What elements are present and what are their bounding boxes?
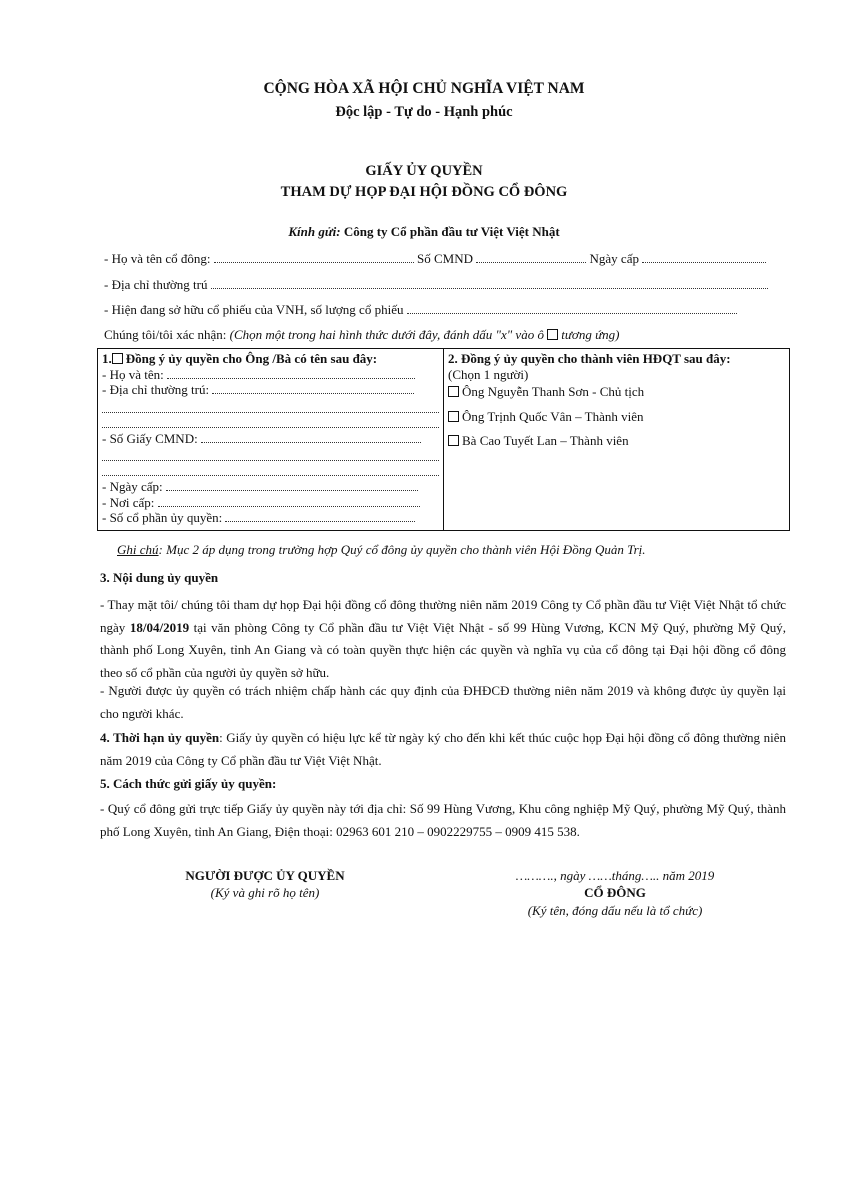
recipient-line (0, 224, 848, 240)
section-3-text-a: - Thay mặt tôi/ chúng tôi tham dự họp Đại hội đồng cổ đông thường niên năm 2019 Công ty Cổ phần đầu tư Việt Việt Nhật tổ chức ngày (100, 597, 786, 635)
proxy-signature-note: (Ký và ghi rõ họ tên) (210, 885, 320, 900)
proxy-id-label: - Số Giấy CMND: (102, 430, 198, 446)
section-3-text-b: tại văn phòng Công ty Cổ phần đầu tư Việt Việt Nhật - số 99 Hùng Vương, KCN Mỹ Quý, phường Mỹ Quý, thành phố Long Xuyên, tỉnh An Giang và có toàn quyền thực hiện các quyền và nghĩa vụ của cổ đông tại Đại hội đồng cổ đông theo số cổ phần của người ủy quyền sở hữu. (100, 619, 787, 680)
proxy-signature-title: NGƯỜI ĐƯỢC ỦY QUYỀN (185, 868, 345, 883)
option-1-checkbox[interactable] (112, 353, 123, 364)
address-field[interactable] (211, 277, 768, 289)
recipient-value: Công ty Cổ phần đầu tư Việt Việt Nhật (343, 224, 560, 239)
option-1-cell (98, 349, 444, 531)
shares-field[interactable] (407, 302, 737, 314)
checkbox-icon (547, 329, 558, 340)
proxy-shares-label: - Số cổ phần ủy quyền: (102, 510, 223, 525)
shareholder-signature-note: (Ký tên, đóng dấu nếu là tổ chức) (527, 903, 703, 918)
option-2-cell (444, 349, 790, 531)
shareholder-name-field[interactable] (214, 251, 414, 263)
option-1-label: Đồng ý ủy quyền cho Ông /Bà có tên sau đây: (125, 351, 378, 366)
confirm-note-b: tương ứng) (561, 327, 620, 342)
confirm-note-a: (Chọn một trong hai hình thức dưới đây, đánh dấu "x" vào ô (229, 327, 544, 342)
shareholder-signature-title: CỔ ĐÔNG (584, 885, 646, 900)
section-3-paragraph-1 (100, 594, 786, 684)
board-member-option[interactable] (448, 384, 785, 400)
proxy-id-field[interactable] (201, 431, 421, 443)
date-line: ………., ngày ……tháng….. năm 2019 (515, 868, 715, 883)
board-member-label: Ông Trịnh Quốc Vân – Thành viên (462, 408, 644, 424)
id-number-field[interactable] (476, 251, 586, 263)
document-subtitle: THAM DỰ HỌP ĐẠI HỘI ĐỒNG CỔ ĐÔNG (280, 184, 568, 200)
note-line (117, 542, 646, 558)
option-2-title: 2. Đồng ý ủy quyền cho thành viên HĐQT sau đây: (448, 351, 731, 366)
proxy-name-row (102, 367, 439, 383)
issued-date-label: Ngày cấp (589, 251, 639, 266)
board-member-option[interactable] (448, 433, 785, 449)
section-4-heading: 4. Thời hạn ủy quyền (100, 730, 220, 745)
confirm-lead: Chúng tôi/tôi xác nhận: (104, 327, 227, 342)
proxy-issued-date-row (102, 479, 439, 495)
board-member-option[interactable] (448, 409, 785, 425)
shares-label: - Hiện đang sở hữu cổ phiếu của VNH, số lượng cổ phiếu (104, 302, 404, 317)
note-text: : Mục 2 áp dụng trong trường hợp Quý cổ đông ủy quyền cho thành viên Hội Đồng Quản Trị. (158, 542, 646, 557)
nation-heading: CỘNG HÒA XÃ HỘI CHỦ NGHĨA VIỆT NAM (263, 80, 585, 97)
section-5-paragraph: - Quý cổ đông gửi trực tiếp Giấy ủy quyền này tới địa chỉ: Số 99 Hùng Vương, Khu công nghiệp Mỹ Quý, phường Mỹ Quý, thành phố Long Xuyên, tỉnh An Giang, Điện thoại: 02963 601 210 – 0902229755 – 0909 415 538. (100, 801, 786, 839)
section-5-heading: 5. Cách thức gửi giấy ủy quyền: (100, 776, 277, 791)
board-member-checkbox[interactable] (448, 435, 459, 446)
proxy-name-label: - Họ và tên: (102, 366, 164, 382)
proxy-options-table (97, 348, 790, 531)
option-1-number: 1. (102, 351, 112, 366)
section-4-text: : Giấy ủy quyền có hiệu lực kể từ ngày ký cho đến khi kết thúc cuộc họp Đại hội đồng cổ đông thường niên năm 2019 của Công ty Cổ phần đầu tư Việt Việt Nhật. (100, 730, 786, 768)
proxy-id-row (102, 431, 439, 447)
proxy-address-field-3[interactable] (102, 413, 439, 428)
proxy-address-row (102, 382, 439, 398)
option-2-subtitle: (Chọn 1 người) (448, 366, 529, 382)
motto: Độc lập - Tự do - Hạnh phúc (335, 104, 513, 120)
proxy-address-label: - Địa chỉ thường trú: (102, 382, 210, 397)
meeting-date: 18/04/2019 (129, 619, 190, 635)
recipient-label: Kính gửi: (288, 224, 341, 239)
proxy-issued-place-label: - Nơi cấp: (102, 494, 155, 510)
board-member-label: Bà Cao Tuyết Lan – Thành viên (462, 433, 629, 448)
proxy-issued-date-field[interactable] (166, 479, 418, 491)
proxy-issued-date-label: - Ngày cấp: (102, 479, 163, 494)
board-member-checkbox[interactable] (448, 386, 459, 397)
confirm-row (104, 327, 620, 343)
shares-row (104, 302, 737, 318)
proxy-issued-place-field[interactable] (158, 495, 420, 507)
address-row (104, 277, 768, 293)
address-label: - Địa chỉ thường trú (104, 277, 208, 292)
proxy-address-field[interactable] (212, 382, 414, 394)
board-member-label: Ông Nguyễn Thanh Sơn - Chủ tịch (462, 384, 645, 399)
note-label: Ghi chú (117, 542, 159, 557)
proxy-name-field[interactable] (167, 367, 415, 379)
board-member-checkbox[interactable] (448, 411, 459, 422)
option-1-title (102, 351, 439, 367)
document-title: GIẤY ỦY QUYỀN (365, 163, 483, 179)
proxy-issued-place-row (102, 495, 439, 511)
proxy-shares-row (102, 510, 439, 526)
id-number-label: Số CMND (417, 251, 474, 266)
proxy-id-field-2[interactable] (102, 446, 439, 461)
proxy-address-field-2[interactable] (102, 398, 439, 413)
shareholder-name-label: - Họ và tên cổ đông: (104, 251, 211, 266)
section-3-heading: 3. Nội dung ủy quyền (100, 570, 219, 585)
section-4-paragraph (100, 727, 786, 772)
proxy-id-field-3[interactable] (102, 461, 439, 476)
shareholder-name-row (104, 251, 766, 267)
section-3-paragraph-2: - Người được ủy quyền có trách nhiệm chấp hành các quy định của ĐHĐCĐ thường niên năm 2019 và không được ủy quyền lại cho người khác. (100, 683, 786, 721)
proxy-shares-field[interactable] (225, 510, 415, 522)
issued-date-field[interactable] (642, 251, 766, 263)
